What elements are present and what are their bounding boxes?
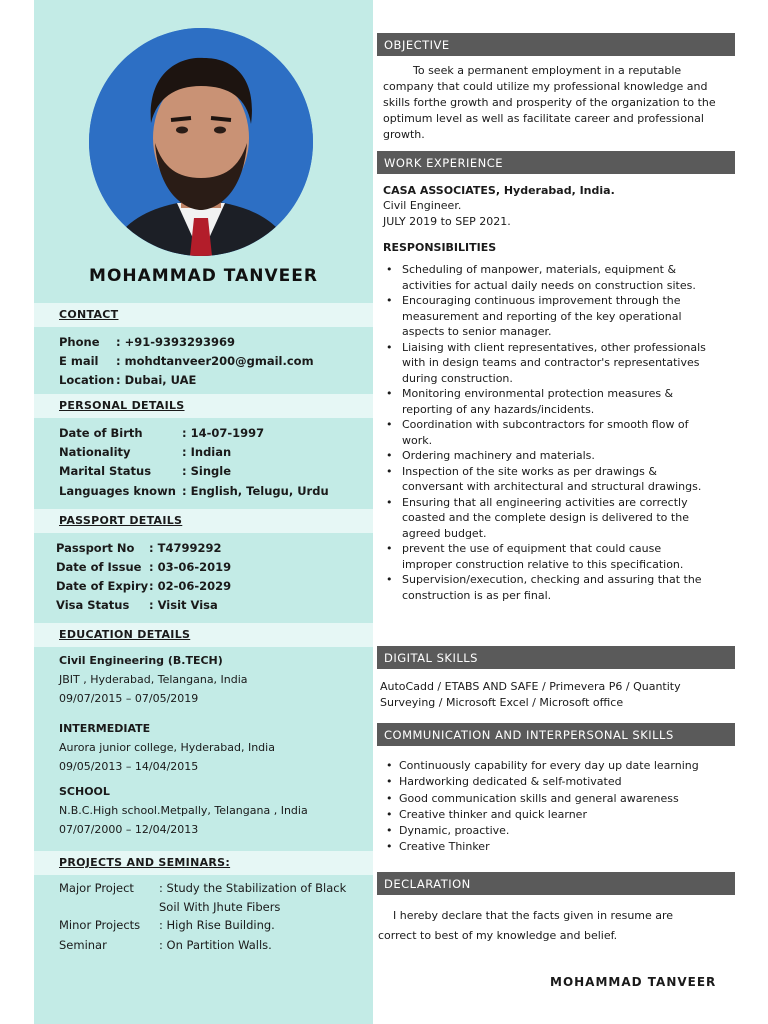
work-experience-header	[377, 151, 735, 174]
project-row	[59, 938, 272, 952]
passport-section-header	[34, 509, 373, 533]
passport-title: PASSPORT DETAILS	[59, 514, 183, 527]
personal-label: Nationality	[59, 445, 131, 459]
digital-title: DIGITAL SKILLS	[384, 651, 478, 665]
education-dates: 09/07/2015 – 07/05/2019	[59, 692, 199, 705]
communication-skills-list	[383, 758, 723, 856]
contact-label: Location	[59, 373, 115, 387]
education-degree: SCHOOL	[59, 785, 110, 798]
objective-title: OBJECTIVE	[384, 38, 450, 52]
candidate-name: MOHAMMAD TANVEER	[89, 266, 318, 286]
personal-value: : 14-07-1997	[182, 426, 265, 440]
personal-label: Date of Birth	[59, 426, 143, 440]
company-name: CASA ASSOCIATES, Hyderabad, India.	[383, 184, 615, 197]
responsibilities-list	[383, 262, 713, 603]
responsibilities-title: RESPONSIBILITIES	[383, 241, 497, 254]
list-item: • Creative Thinker	[383, 839, 723, 855]
personal-value: : Indian	[182, 445, 232, 459]
list-item: • Inspection of the site works as per drawings & conversant with architectural and structural drawings.	[383, 464, 713, 495]
passport-value: : Visit Visa	[149, 598, 218, 612]
person-silhouette-icon	[89, 28, 313, 256]
job-role: Civil Engineer.	[383, 199, 462, 212]
personal-value: : Single	[182, 464, 231, 478]
education-dates: 07/07/2000 – 12/04/2013	[59, 823, 199, 836]
passport-label: Visa Status	[56, 598, 130, 612]
profile-photo	[89, 28, 313, 256]
list-item: • Encouraging continuous improvement through the measurement and reporting of the key operational aspects to senior manager.	[383, 293, 713, 340]
work-title: WORK EXPERIENCE	[384, 156, 504, 170]
personal-section-header	[34, 394, 373, 418]
passport-label: Passport No	[56, 541, 135, 555]
project-value: : On Partition Walls.	[159, 938, 272, 952]
project-value: Soil With Jhute Fibers	[159, 900, 281, 914]
project-value: : High Rise Building.	[159, 918, 275, 932]
declaration-title: DECLARATION	[384, 877, 471, 891]
list-item: • Good communication skills and general awareness	[383, 791, 723, 807]
personal-label: Marital Status	[59, 464, 152, 478]
passport-value: : 03-06-2019	[149, 560, 232, 574]
contact-label: Phone	[59, 335, 100, 349]
list-item: • Ordering machinery and materials.	[383, 448, 713, 464]
contact-section-header	[34, 303, 373, 327]
education-dates: 09/05/2013 – 14/04/2015	[59, 760, 199, 773]
passport-value: : T4799292	[149, 541, 222, 555]
education-title: EDUCATION DETAILS	[59, 628, 191, 641]
list-item: • Coordination with subcontractors for smooth flow of work.	[383, 417, 713, 448]
project-label: Minor Projects	[59, 918, 141, 932]
list-item: • Creative thinker and quick learner	[383, 807, 723, 823]
contact-value: : Dubai, UAE	[116, 373, 197, 387]
passport-value: : 02-06-2029	[149, 579, 232, 593]
communication-skills-header	[377, 723, 735, 746]
signature-name: MOHAMMAD TANVEER	[550, 975, 717, 989]
objective-text: To seek a permanent employment in a reputable company that could utilize my professional knowledge and skills forthe growth and prosperity of the organization to the optimum level as well as facilitate career and professional growth.	[383, 64, 716, 141]
contact-value: : +91-9393293969	[116, 335, 236, 349]
list-item: • Monitoring environmental protection measures & reporting of any hazards/incidents.	[383, 386, 713, 417]
passport-label: Date of Issue	[56, 560, 142, 574]
education-section-header	[34, 623, 373, 647]
contact-value: : mohdtanveer200@gmail.com	[116, 354, 314, 368]
project-row	[59, 881, 347, 895]
personal-label: Languages known	[59, 484, 176, 498]
project-row	[59, 918, 275, 932]
projects-section-header	[34, 851, 373, 875]
personal-title: PERSONAL DETAILS	[59, 399, 185, 412]
education-degree: Civil Engineering (B.TECH)	[59, 654, 223, 667]
list-item: • Continuously capability for every day up date learning	[383, 758, 723, 774]
projects-title: PROJECTS AND SEMINARS:	[59, 856, 231, 869]
list-item: • Hardworking dedicated & self-motivated	[383, 774, 723, 790]
list-item: • Supervision/execution, checking and assuring that the construction is as per final.	[383, 572, 713, 603]
list-item: • Liaising with client representatives, other professionals with in design teams and contractor's representatives during construction.	[383, 340, 713, 387]
contact-label: E mail	[59, 354, 99, 368]
education-school: Aurora junior college, Hyderabad, India	[59, 741, 275, 754]
comm-title: COMMUNICATION AND INTERPERSONAL SKILLS	[384, 728, 674, 742]
education-school: JBIT , Hyderabad, Telangana, India	[59, 673, 248, 686]
job-period: JULY 2019 to SEP 2021.	[383, 215, 511, 228]
declaration-header	[377, 872, 735, 895]
digital-skills-header	[377, 646, 735, 669]
education-degree: INTERMEDIATE	[59, 722, 151, 735]
declaration-text: I hereby declare that the facts given in resume are correct to best of my knowledge and belief.	[378, 909, 674, 942]
objective-header	[377, 33, 735, 56]
education-school: N.B.C.High school.Metpally, Telangana , India	[59, 804, 308, 817]
digital-skills-text: AutoCadd / ETABS AND SAFE / Primevera P6 / Quantity Surveying / Microsoft Excel / Microsoft office	[380, 680, 681, 709]
project-label: Major Project	[59, 881, 134, 895]
list-item: • prevent the use of equipment that could cause improper construction relative to this specification.	[383, 541, 713, 572]
project-value: : Study the Stabilization of Black	[159, 881, 347, 895]
passport-label: Date of Expiry	[56, 579, 149, 593]
personal-value: : English, Telugu, Urdu	[182, 484, 329, 498]
list-item: • Dynamic, proactive.	[383, 823, 723, 839]
list-item: • Ensuring that all engineering activities are correctly coasted and the complete design is delivered to the agreed budget.	[383, 495, 713, 542]
list-item: • Scheduling of manpower, materials, equipment & activities for actual daily needs on construction sites.	[383, 262, 713, 293]
contact-title: CONTACT	[59, 308, 119, 321]
project-label: Seminar	[59, 938, 107, 952]
